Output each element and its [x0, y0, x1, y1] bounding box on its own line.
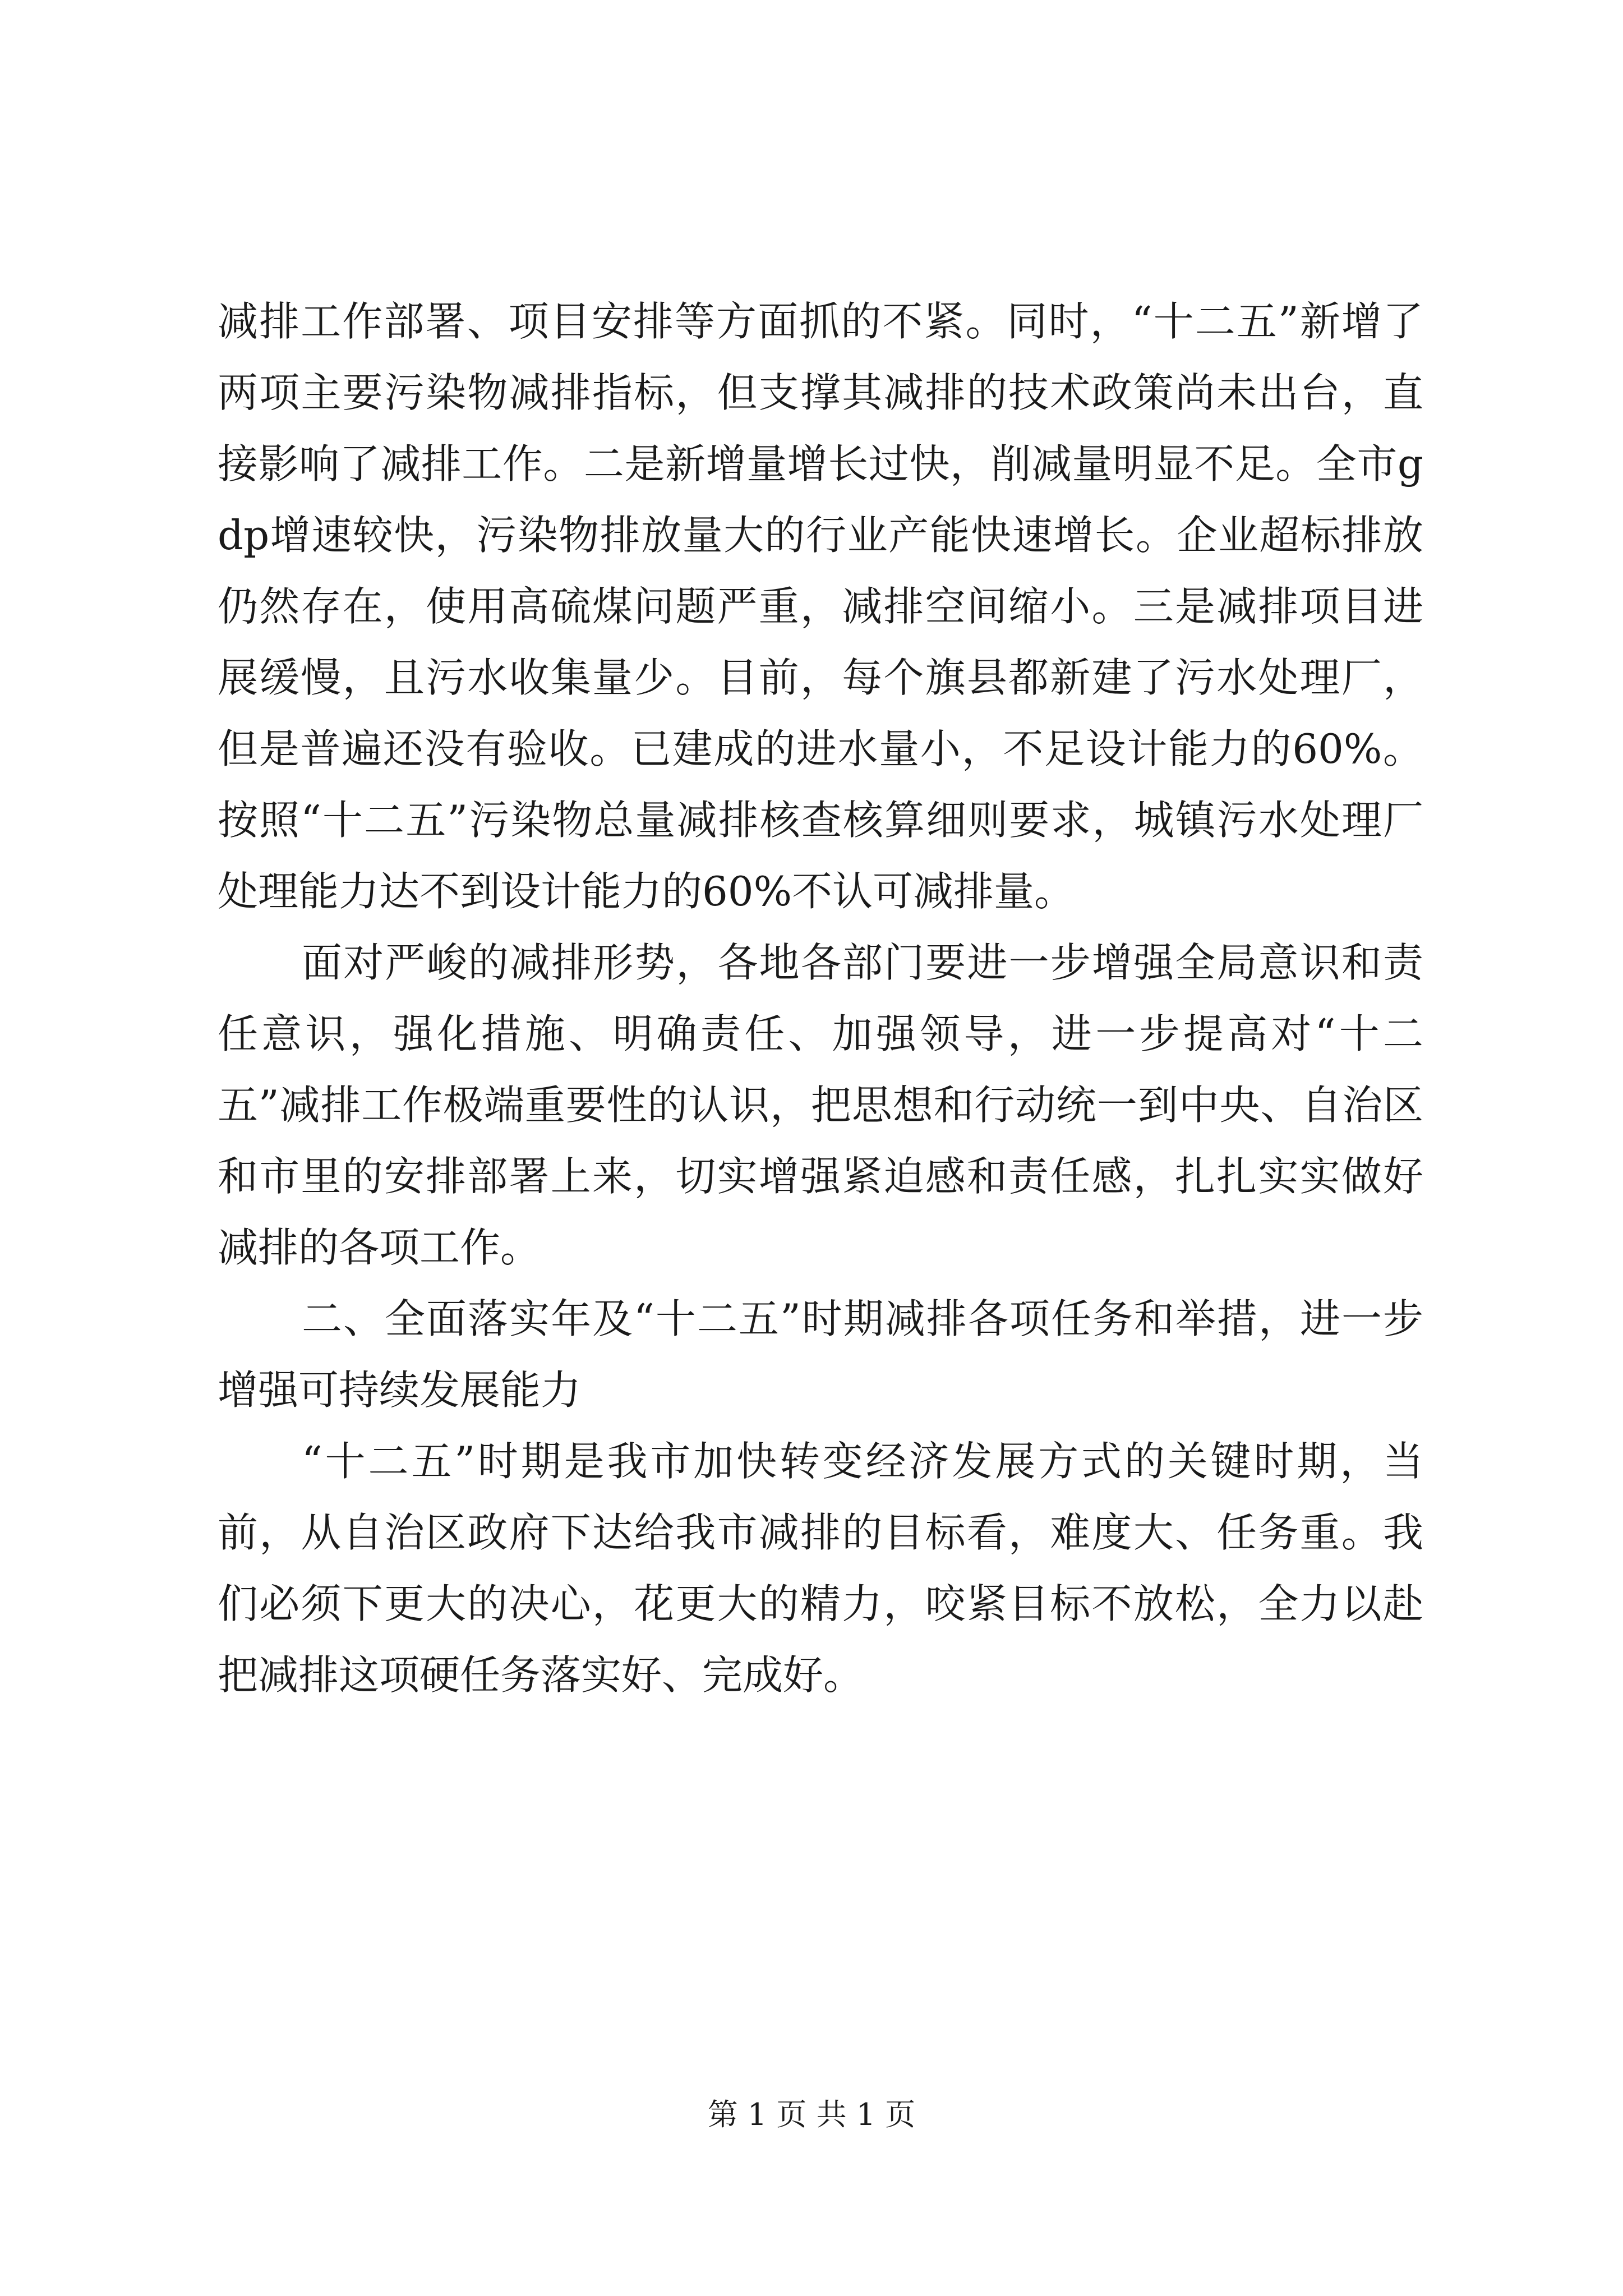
document-body — [218, 286, 1423, 1711]
paragraph-2: 面对严峻的减排形势，各地各部门要进一步增强全局意识和责任意识，强化措施、明确责任、加强领导，进一步提高对“十二五”减排工作极端重要性的认识，把思想和行动统一到中央、自治区和市里的安排部署上来，切实增强紧迫感和责任感，扎扎实实做好减排的各项工作。 — [218, 939, 1423, 1271]
paragraph-4: “十二五”时期是我市加快转变经济发展方式的关键时期，当前，从自治区政府下达给我市减排的目标看，难度大、任务重。我们必须下更大的决心，花更大的精力，咬紧目标不放松，全力以赴把减排这项硬任务落实好、完成好。 — [218, 1438, 1423, 1699]
paragraph-1: 减排工作部署、项目安排等方面抓的不紧。同时，“十二五”新增了两项主要污染物减排指标，但支撑其减排的技术政策尚未出台，直接影响了减排工作。二是新增量增长过快，削减量明显不足。全市gdp增速较快，污染物排放量大的行业产能快速增长。企业超标排放仍然存在，使用高硫煤问题严重，减排空间缩小。三是减排项目进展缓慢，且污水收集量少。目前，每个旗县都新建了污水处理厂，但是普遍还没有验收。已建成的进水量小，不足设计能力的60%。按照“十二五”污染物总量减排核查核算细则要求，城镇污水处理厂处理能力达不到设计能力的60%不认可减排量。 — [218, 298, 1423, 915]
page-number-footer: 第 1 页 共 1 页 — [707, 2097, 916, 2132]
paragraph-3-heading: 二、全面落实年及“十二五”时期减排各项任务和举措，进一步增强可持续发展能力 — [218, 1295, 1423, 1414]
